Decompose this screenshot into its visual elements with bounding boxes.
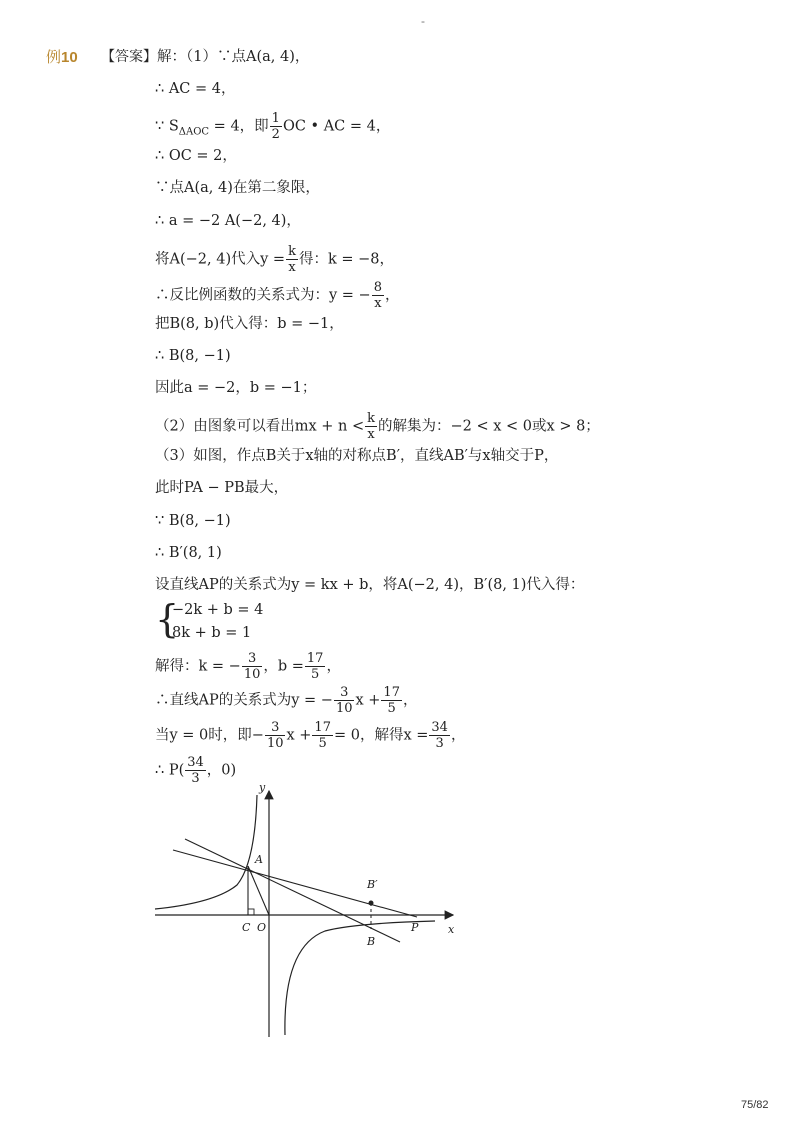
answer-tag: 【答案】 <box>101 48 157 64</box>
text: 当y = 0时，即− <box>155 727 264 744</box>
line-ap <box>173 850 417 917</box>
denominator: 2 <box>271 127 280 142</box>
fraction <box>312 720 333 751</box>
solution-line-15: ∵ B(8, −1) <box>155 513 231 529</box>
fraction <box>242 651 263 682</box>
label-a: A <box>255 853 263 866</box>
numerator: 8 <box>373 280 382 295</box>
system-equation-2: 8k + b = 1 <box>172 625 252 641</box>
text: 将A(−2, 4)代入y = <box>155 251 286 268</box>
solution-line-13: （3）如图，作点B关于x轴的对称点B′，直线AB′与x轴交于P， <box>155 448 559 464</box>
numerator: k <box>367 411 376 426</box>
solution-line-1 <box>101 46 309 67</box>
solution-line-6: ∴ a = −2 A(−2, 4)， <box>155 213 301 229</box>
solution-line-7 <box>155 244 394 275</box>
function-graph <box>145 785 475 1045</box>
solution-line-10: ∴ B(8, −1) <box>155 348 231 364</box>
fraction <box>365 411 377 442</box>
text: ∴直线AP的关系式为y = − <box>155 692 333 709</box>
text: ，0) <box>206 762 237 779</box>
text: ，b = <box>263 658 304 675</box>
example-number: 10 <box>61 49 78 66</box>
page-number: 75/82 <box>741 1099 769 1111</box>
numerator: 17 <box>306 651 324 666</box>
solution-line-14: 此时PA − PB最大， <box>155 480 289 496</box>
label-y: y <box>259 785 266 794</box>
text: ∵ S <box>155 118 179 135</box>
text: = 4，即 <box>209 118 269 135</box>
fraction <box>381 685 402 716</box>
text: ， <box>326 658 341 675</box>
point-b-prime <box>369 901 374 906</box>
denominator: 5 <box>387 701 396 716</box>
label-b: B <box>367 935 376 948</box>
solution-line-3 <box>155 111 390 142</box>
solution-line-5: ∵点A(a, 4)在第二象限， <box>155 180 320 196</box>
solution-line-19 <box>155 685 417 716</box>
label-x: x <box>448 923 455 936</box>
solution-line-4: ∴ OC = 2， <box>155 148 237 164</box>
text: （2）由图象可以看出mx + n < <box>155 418 365 435</box>
fraction <box>265 720 286 751</box>
denominator: 5 <box>318 736 327 751</box>
top-mark: - <box>421 14 425 28</box>
label-c: C <box>242 921 251 934</box>
fraction <box>286 244 298 275</box>
denominator: 10 <box>243 667 261 682</box>
system-brace: { <box>155 597 180 641</box>
denominator: x <box>367 427 375 442</box>
example-prefix: 例 <box>46 49 62 66</box>
fraction <box>429 720 450 751</box>
text: 的解集为：−2 < x < 0或x > 8； <box>378 418 600 435</box>
text: x + <box>286 727 312 744</box>
denominator: 10 <box>335 701 353 716</box>
subscript: ΔAOC <box>178 126 210 138</box>
denominator: 3 <box>435 736 444 751</box>
fraction <box>334 685 355 716</box>
label-p: P <box>411 921 419 934</box>
solution-line-21 <box>155 755 236 786</box>
denominator: 3 <box>191 771 200 786</box>
solution-line-9: 把B(8, b)代入得：b = −1， <box>155 316 344 332</box>
text: ， <box>450 727 466 744</box>
fraction <box>270 111 282 142</box>
solution-line-20 <box>155 720 465 751</box>
solution-line-11: 因此a = −2，b = −1； <box>155 380 317 396</box>
fraction <box>372 280 384 311</box>
text: ∴反比例函数的关系式为：y = − <box>155 287 371 304</box>
text: 解得：k = − <box>155 658 241 675</box>
example-label <box>46 46 78 67</box>
numerator: 34 <box>187 755 204 770</box>
fraction <box>185 755 206 786</box>
solution-line-16: ∴ B′(8, 1) <box>155 545 222 561</box>
numerator: 17 <box>314 720 331 735</box>
text: 得：k = −8， <box>298 251 394 268</box>
numerator: 1 <box>271 111 280 126</box>
solution-line-8 <box>155 280 400 311</box>
text: x + <box>355 692 381 709</box>
numerator: 3 <box>265 720 286 736</box>
denominator: x <box>374 296 382 311</box>
denominator: 5 <box>311 667 320 682</box>
label-b-prime: B′ <box>367 878 378 891</box>
numerator: 34 <box>431 720 448 735</box>
numerator: 3 <box>334 685 355 701</box>
text: = 0，解得x = <box>333 727 429 744</box>
solution-line-17: 设直线AP的关系式为y = kx + b，将A(−2, 4)，B′(8, 1)代入得： <box>155 577 585 593</box>
fraction <box>305 651 326 682</box>
text: ， <box>385 287 400 304</box>
solution-line-12 <box>155 411 600 442</box>
denominator: x <box>288 260 296 275</box>
text: OC • AC = 4， <box>282 118 391 135</box>
right-angle-mark <box>248 909 254 915</box>
label-o: O <box>257 921 267 934</box>
numerator: 3 <box>242 651 263 667</box>
numerator: k <box>288 244 296 259</box>
denominator: 10 <box>266 736 284 751</box>
solution-text: 解：（1）∵点A(a, 4)， <box>157 49 310 65</box>
system-equation-1: −2k + b = 4 <box>172 602 264 618</box>
solution-line-2: ∴ AC = 4， <box>155 81 236 97</box>
text: ， <box>402 692 418 709</box>
solution-line-18 <box>155 651 341 682</box>
text: ∴ P( <box>155 762 185 779</box>
numerator: 17 <box>383 685 400 700</box>
hyperbola-branch-right <box>285 921 435 1035</box>
hyperbola-branch-left <box>155 795 257 909</box>
